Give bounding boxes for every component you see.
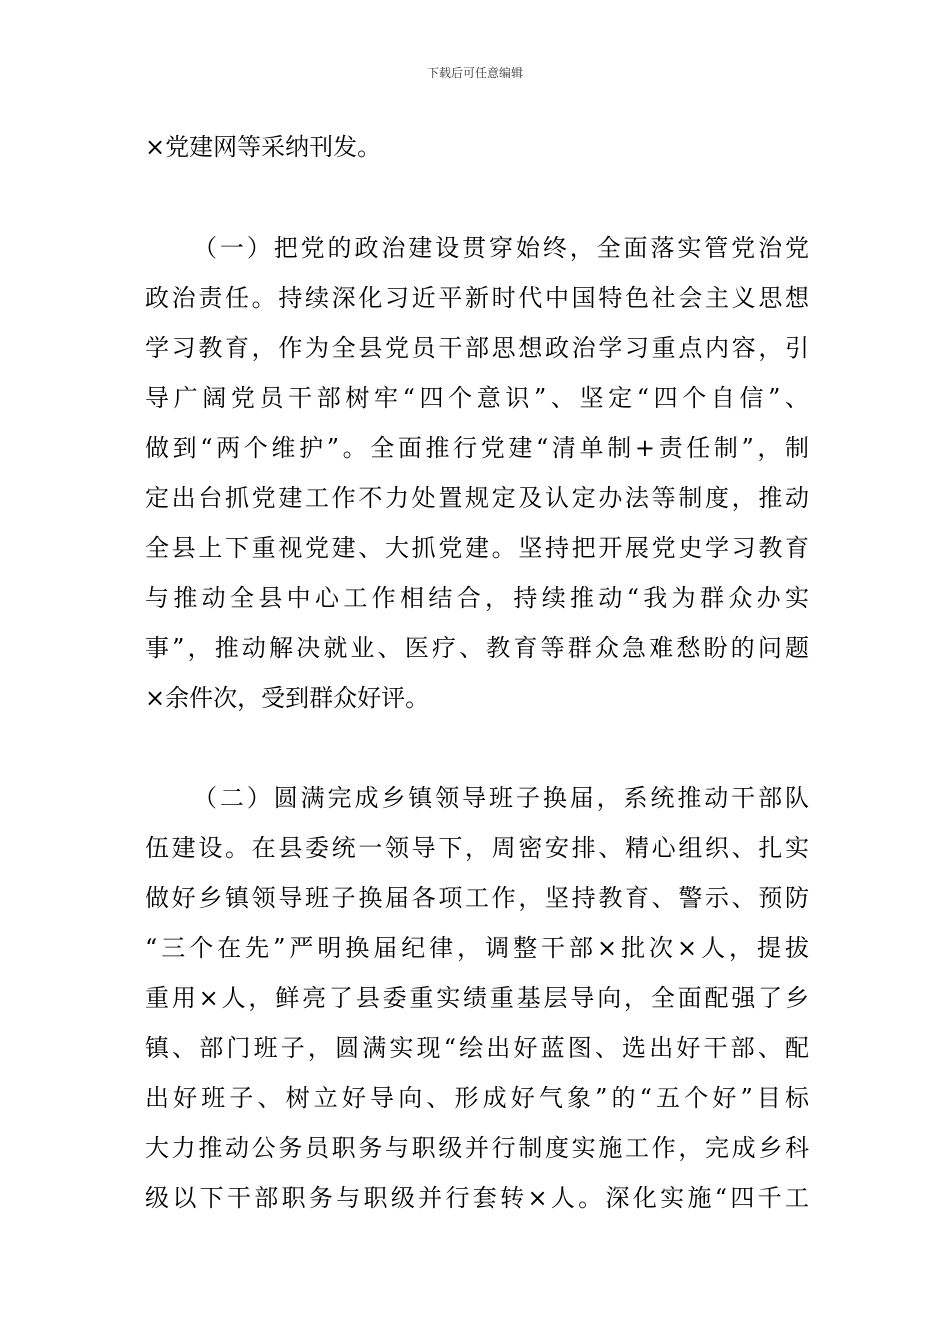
text-line: ×余件次，受到群众好评。 [145, 684, 430, 712]
text-line: （二）圆满完成乡镇领导班子换届，系统推动干部队 [193, 784, 809, 812]
text-line: 学习教育，作为全县党员干部思想政治学习重点内容，引 [145, 334, 809, 362]
paragraph-continuation [145, 122, 809, 172]
text-line: 伍建设。在县委统一领导下，周密安排、精心组织、扎实 [145, 834, 809, 862]
text-line: 做到“两个维护”。全面推行党建“清单制+责任制”，制 [145, 434, 809, 462]
text-line: “三个在先”严明换届纪律，调整干部×批次×人，提拔 [145, 934, 809, 962]
paragraph-section-2 [145, 773, 809, 1223]
text-line: 重用×人，鲜亮了县委重实绩重基层导向，全面配强了乡 [145, 984, 809, 1012]
text-line: 做好乡镇领导班子换届各项工作，坚持教育、警示、预防 [145, 884, 809, 912]
text-line: （一）把党的政治建设贯穿始终，全面落实管党治党 [193, 234, 809, 262]
text-line: 大力推动公务员职务与职级并行制度实施工作，完成乡科 [145, 1134, 809, 1162]
text-line: 出好班子、树立好导向、形成好气象”的“五个好”目标 [145, 1084, 809, 1112]
text-line: 定出台抓党建工作不力处置规定及认定办法等制度，推动 [145, 484, 809, 512]
text-line: 级以下干部职务与职级并行套转×人。深化实施“四千工 [145, 1184, 809, 1212]
text-line: 政治责任。持续深化习近平新时代中国特色社会主义思想 [145, 284, 809, 312]
text-line: 镇、部门班子，圆满实现“绘出好蓝图、选出好干部、配 [145, 1034, 809, 1062]
text-line: 事”，推动解决就业、医疗、教育等群众急难愁盼的问题 [145, 634, 809, 662]
text-line: ×党建网等采纳刊发。 [145, 133, 382, 161]
text-line: 导广阔党员干部树牢“四个意识”、坚定“四个自信”、 [145, 384, 809, 412]
text-line: 全县上下重视党建、大抓党建。坚持把开展党史学习教育 [145, 534, 809, 562]
text-line: 与推动全县中心工作相结合，持续推动“我为群众办实 [145, 584, 809, 612]
page-header: 下载后可任意编辑 [426, 66, 523, 80]
paragraph-section-1 [145, 223, 809, 723]
